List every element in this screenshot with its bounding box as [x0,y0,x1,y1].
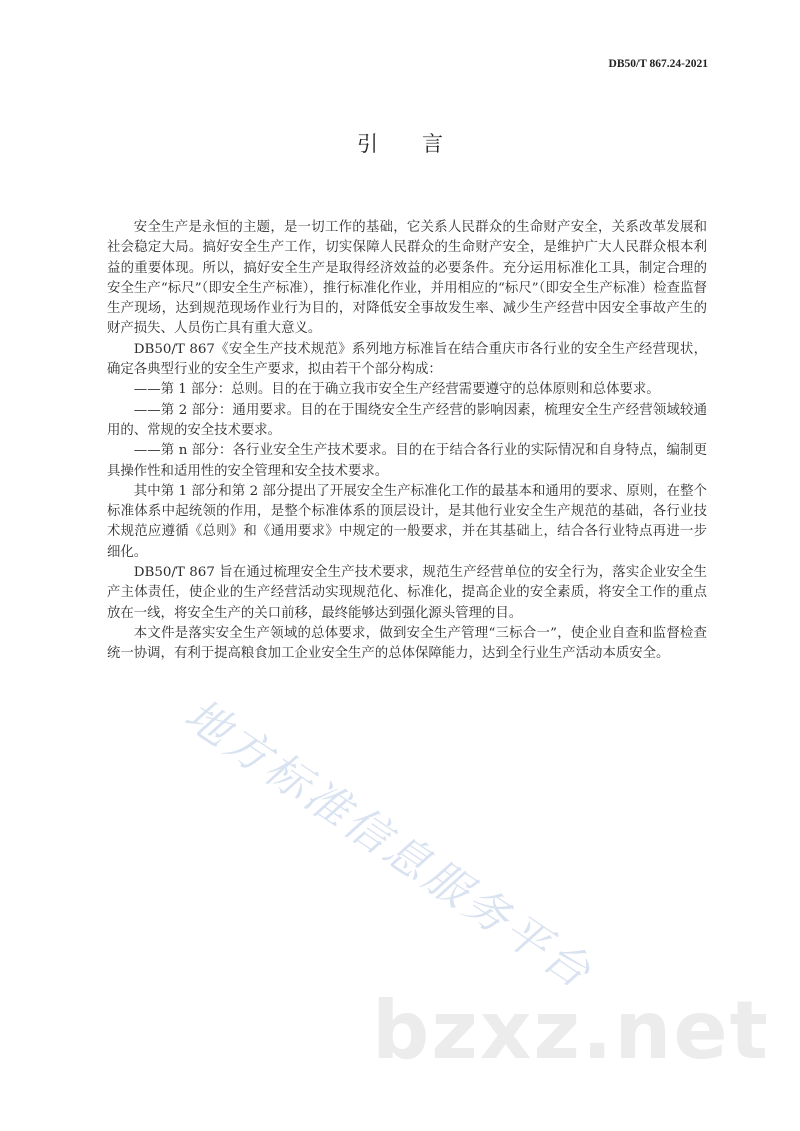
page-title: 引言 [357,132,487,156]
paragraph: DB50/T 867《安全生产技术规范》系列地方标准旨在结合重庆市各行业的安全生产经营现状，确定各典型行业的安全生产要求，拟由若干个部分构成： [107,341,707,378]
paragraph: DB50/T 867 旨在通过梳理安全生产技术要求，规范生产经营单位的安全行为，落实企业安全生产主体责任，使企业的生产经营活动实现规范化、标准化，提高企业的安全素质，将安全工作的重点放在一线，将安全生产的关口前移，最终能够达到强化源头管理的目。 [107,565,707,621]
site-watermark: bzxz.net [372,984,770,1077]
list-item: ——第 2 部分：通用要求。目的在于围绕安全生产经营的影响因素，梳理安全生产经营领域较通用的、常规的安全技术要求。 [107,402,707,438]
paragraph: 其中第 1 部分和第 2 部分提出了开展安全生产标准化工作的最基本和通用的要求、原则，在整个标准体系中起统领的作用，是整个标准体系的顶层设计，是其他行业安全生产规范的基础，各行业技术规范应遵循《总则》和《通用要求》中规定的一般要求，并在其基础上，结合各行业特点再进一步细化。 [107,483,707,560]
body-text [107,218,707,665]
paragraph: 安全生产是永恒的主题，是一切工作的基础，它关系人民群众的生命财产安全，关系改革发展和社会稳定大局。搞好安全生产工作，切实保障人民群众的生命财产安全，是维护广大人民群众根本利益的重要体现。所以，搞好安全生产是取得经济效益的必要条件。充分运用标准化工具，制定合理的安全生产“标尺”（即安全生产标准），推行标准化作业，并用相应的“标尺”（即安全生产标准）检查监督生产现场，达到规范现场作业行为目的，对降低安全事故发生率、减少生产经营中因安全事故产生的财产损失、人员伤亡具有重大意义。 [107,220,707,337]
watermark: 地方标准信息服务平台 [175,689,602,1000]
paragraph: 本文件是落实安全生产领域的总体要求，做到安全生产管理“三标合一”，使企业自查和监督检查统一协调，有利于提高粮食加工企业安全生产的总体保障能力，达到全行业生产活动本质安全。 [107,625,707,662]
list-item: ——第 1 部分：总则。目的在于确立我市安全生产经营需要遵守的总体原则和总体要求。 [133,382,660,398]
list-item: ——第 n 部分：各行业安全生产技术要求。目的在于结合各行业的实际情况和自身特点，编制更具操作性和适用性的安全管理和安全技术要求。 [107,443,707,479]
standard-number: DB50/T 867.24-2021 [608,58,708,70]
